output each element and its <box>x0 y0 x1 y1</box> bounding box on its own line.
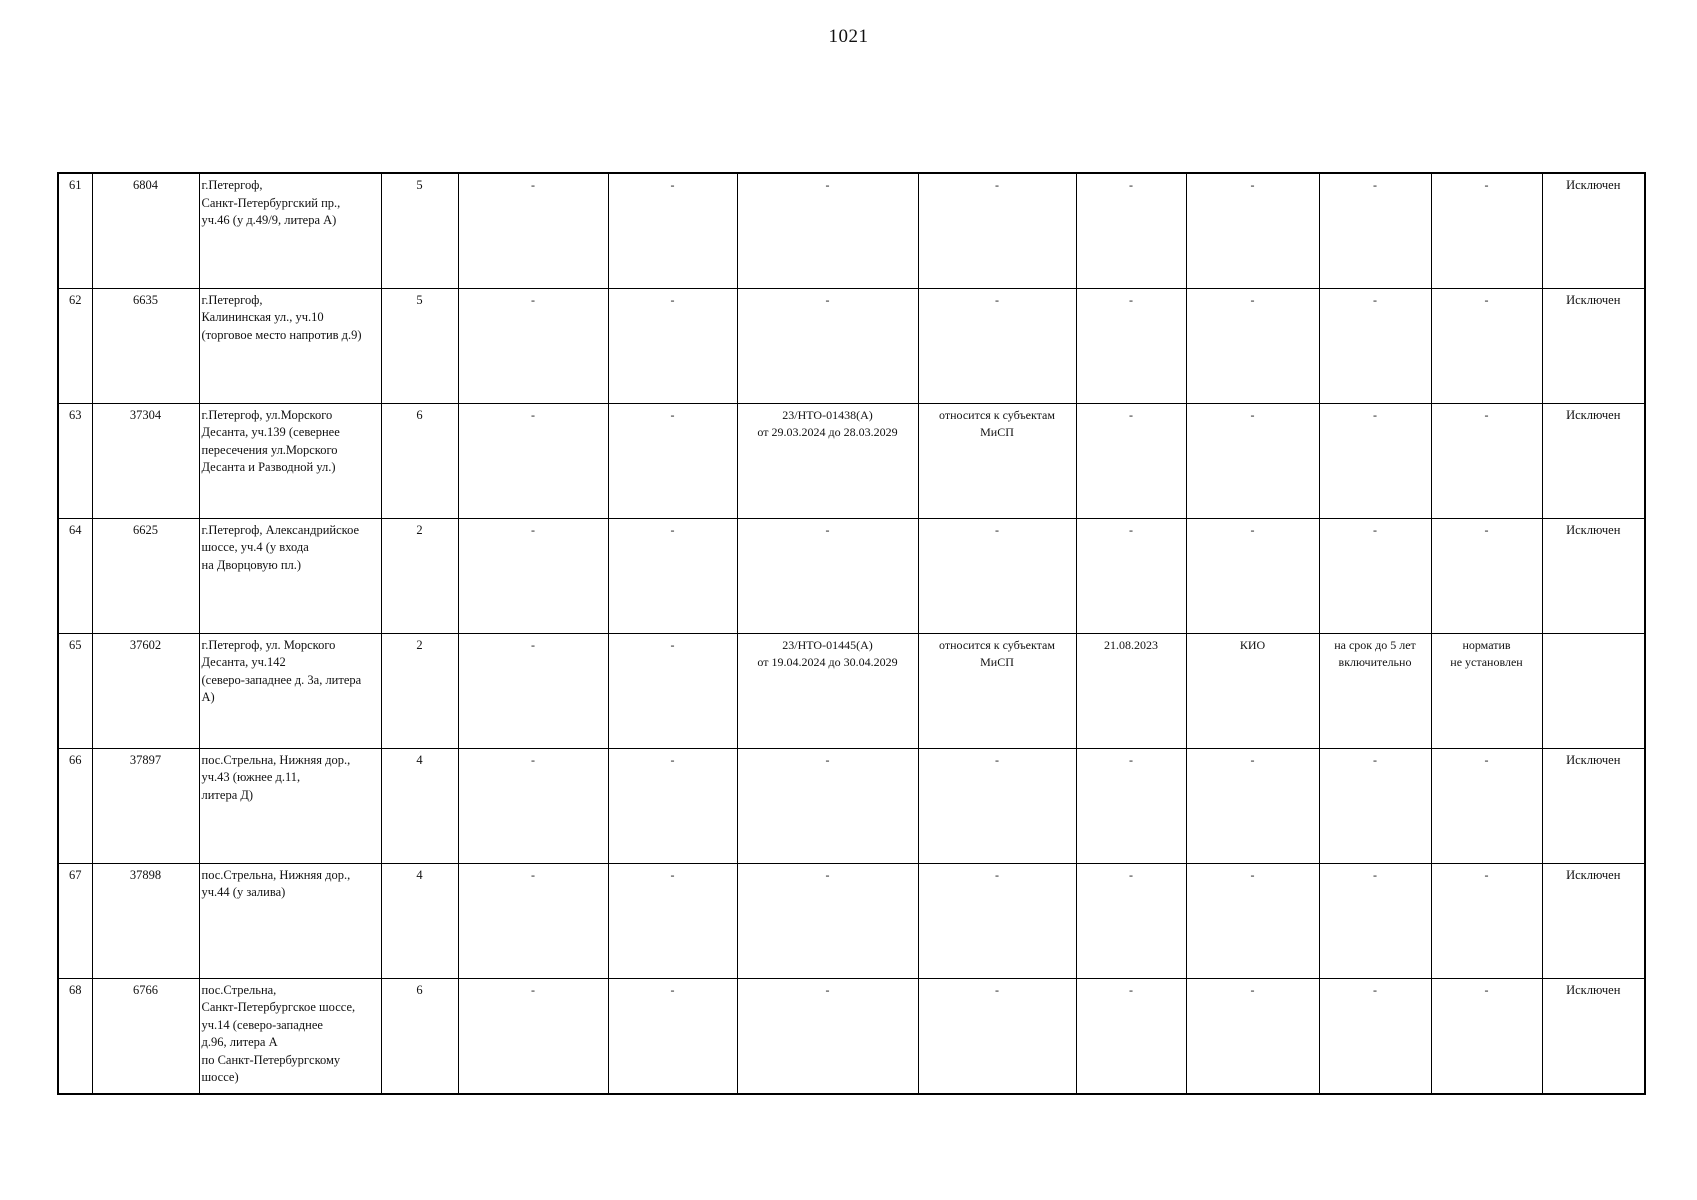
address-cell: г.Петергоф, Санкт-Петербургский пр., уч.46 (у д.49/9, литера А) <box>199 173 381 288</box>
term-cell: - <box>1319 863 1431 978</box>
msp-status-cell: - <box>918 748 1076 863</box>
quantity-cell: 5 <box>381 288 458 403</box>
address-cell: пос.Стрельна, Нижняя дор., уч.43 (южнее д.11, литера Д) <box>199 748 381 863</box>
row-number-cell: 65 <box>58 633 92 748</box>
page-number: 1021 <box>828 26 869 47</box>
table-row <box>58 633 1645 748</box>
contract-cell: - <box>737 748 918 863</box>
column-5-cell: - <box>458 173 608 288</box>
contract-cell: 23/НТО-01438(А) от 29.03.2024 до 28.03.2029 <box>737 403 918 518</box>
column-5-cell: - <box>458 288 608 403</box>
row-number-cell: 62 <box>58 288 92 403</box>
date-cell: 21.08.2023 <box>1076 633 1186 748</box>
authority-cell: КИО <box>1186 633 1319 748</box>
column-5-cell: - <box>458 633 608 748</box>
address-cell: г.Петергоф, Александрийское шоссе, уч.4 (у входа на Дворцовую пл.) <box>199 518 381 633</box>
object-id-cell: 37897 <box>92 748 199 863</box>
object-id-cell: 6766 <box>92 978 199 1094</box>
authority-cell: - <box>1186 173 1319 288</box>
date-cell: - <box>1076 863 1186 978</box>
term-cell: - <box>1319 403 1431 518</box>
term-cell: - <box>1319 518 1431 633</box>
column-6-cell: - <box>608 518 737 633</box>
table-row <box>58 173 1645 288</box>
date-cell: - <box>1076 288 1186 403</box>
status-cell: Исключен <box>1542 173 1645 288</box>
status-cell: Исключен <box>1542 288 1645 403</box>
term-cell: на срок до 5 лет включительно <box>1319 633 1431 748</box>
column-5-cell: - <box>458 863 608 978</box>
table-row <box>58 863 1645 978</box>
column-6-cell: - <box>608 633 737 748</box>
registry-table <box>57 172 1646 1095</box>
standard-cell: - <box>1431 173 1542 288</box>
column-5-cell: - <box>458 978 608 1094</box>
quantity-cell: 4 <box>381 748 458 863</box>
contract-cell: - <box>737 978 918 1094</box>
standard-cell: норматив не установлен <box>1431 633 1542 748</box>
row-number-cell: 63 <box>58 403 92 518</box>
contract-cell: - <box>737 518 918 633</box>
row-number-cell: 68 <box>58 978 92 1094</box>
address-cell: г.Петергоф, ул. Морского Десанта, уч.142 (северо-западнее д. 3а, литера А) <box>199 633 381 748</box>
quantity-cell: 2 <box>381 633 458 748</box>
quantity-cell: 2 <box>381 518 458 633</box>
msp-status-cell: - <box>918 288 1076 403</box>
quantity-cell: 5 <box>381 173 458 288</box>
term-cell: - <box>1319 978 1431 1094</box>
column-6-cell: - <box>608 863 737 978</box>
object-id-cell: 37898 <box>92 863 199 978</box>
table-row <box>58 518 1645 633</box>
status-cell: Исключен <box>1542 978 1645 1094</box>
quantity-cell: 6 <box>381 978 458 1094</box>
object-id-cell: 37304 <box>92 403 199 518</box>
status-cell: Исключен <box>1542 518 1645 633</box>
authority-cell: - <box>1186 978 1319 1094</box>
row-number-cell: 61 <box>58 173 92 288</box>
row-number-cell: 66 <box>58 748 92 863</box>
status-cell: Исключен <box>1542 403 1645 518</box>
date-cell: - <box>1076 748 1186 863</box>
contract-cell: - <box>737 288 918 403</box>
msp-status-cell: - <box>918 173 1076 288</box>
date-cell: - <box>1076 173 1186 288</box>
authority-cell: - <box>1186 403 1319 518</box>
msp-status-cell: - <box>918 518 1076 633</box>
term-cell: - <box>1319 748 1431 863</box>
date-cell: - <box>1076 403 1186 518</box>
msp-status-cell: относится к субъектам МиСП <box>918 633 1076 748</box>
table-row <box>58 748 1645 863</box>
column-5-cell: - <box>458 748 608 863</box>
row-number-cell: 64 <box>58 518 92 633</box>
standard-cell: - <box>1431 748 1542 863</box>
msp-status-cell: - <box>918 863 1076 978</box>
standard-cell: - <box>1431 863 1542 978</box>
object-id-cell: 6804 <box>92 173 199 288</box>
date-cell: - <box>1076 518 1186 633</box>
contract-cell: 23/НТО-01445(А) от 19.04.2024 до 30.04.2029 <box>737 633 918 748</box>
term-cell: - <box>1319 288 1431 403</box>
address-cell: пос.Стрельна, Нижняя дор., уч.44 (у залива) <box>199 863 381 978</box>
quantity-cell: 4 <box>381 863 458 978</box>
registry-table-body <box>58 173 1645 1094</box>
row-number-cell: 67 <box>58 863 92 978</box>
quantity-cell: 6 <box>381 403 458 518</box>
object-id-cell: 6625 <box>92 518 199 633</box>
standard-cell: - <box>1431 403 1542 518</box>
status-cell: Исключен <box>1542 863 1645 978</box>
address-cell: пос.Стрельна, Санкт-Петербургское шоссе, уч.14 (северо-западнее д.96, литера А по Санкт-Петербургскому шоссе) <box>199 978 381 1094</box>
date-cell: - <box>1076 978 1186 1094</box>
table-row <box>58 978 1645 1094</box>
column-6-cell: - <box>608 978 737 1094</box>
authority-cell: - <box>1186 288 1319 403</box>
column-6-cell: - <box>608 288 737 403</box>
authority-cell: - <box>1186 863 1319 978</box>
status-cell <box>1542 633 1645 748</box>
contract-cell: - <box>737 863 918 978</box>
object-id-cell: 37602 <box>92 633 199 748</box>
column-6-cell: - <box>608 173 737 288</box>
address-cell: г.Петергоф, ул.Морского Десанта, уч.139 (севернее пересечения ул.Морского Десанта и Разводной ул.) <box>199 403 381 518</box>
standard-cell: - <box>1431 288 1542 403</box>
msp-status-cell: относится к субъектам МиСП <box>918 403 1076 518</box>
status-cell: Исключен <box>1542 748 1645 863</box>
term-cell: - <box>1319 173 1431 288</box>
msp-status-cell: - <box>918 978 1076 1094</box>
authority-cell: - <box>1186 518 1319 633</box>
standard-cell: - <box>1431 978 1542 1094</box>
table-row <box>58 403 1645 518</box>
column-6-cell: - <box>608 748 737 863</box>
standard-cell: - <box>1431 518 1542 633</box>
address-cell: г.Петергоф, Калининская ул., уч.10 (торговое место напротив д.9) <box>199 288 381 403</box>
object-id-cell: 6635 <box>92 288 199 403</box>
column-5-cell: - <box>458 518 608 633</box>
table-row <box>58 288 1645 403</box>
column-6-cell: - <box>608 403 737 518</box>
authority-cell: - <box>1186 748 1319 863</box>
column-5-cell: - <box>458 403 608 518</box>
contract-cell: - <box>737 173 918 288</box>
